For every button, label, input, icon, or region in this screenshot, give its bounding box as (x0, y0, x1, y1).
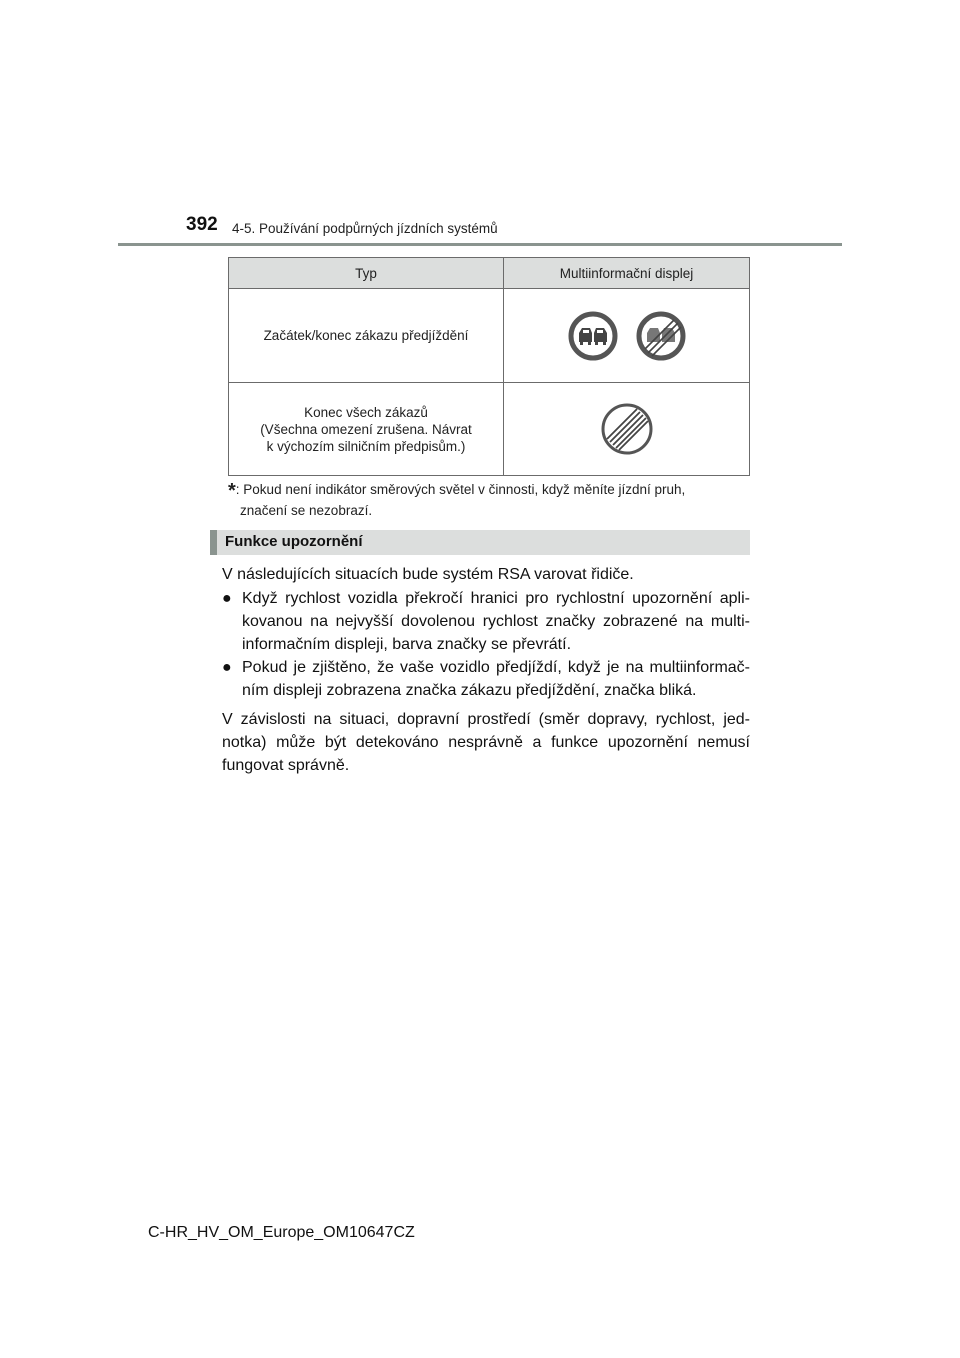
section-title: 4-5. Používání podpůrných jízdních systémů (232, 221, 498, 236)
footnote (228, 480, 750, 520)
table-row (229, 383, 750, 476)
bullet-icon: ● (222, 659, 232, 676)
column-header-display: Multiinformační displej (504, 258, 750, 289)
bullet-text: Když rychlost vozidla překročí hranici pro rychlostní upozornění apli-kovanou na nejvyšší dovolenou rychlost značky zobrazené na multi-informačním displeji, barva značky se převrátí. (242, 590, 750, 653)
type-cell (229, 383, 504, 476)
footnote-marker: * (228, 480, 236, 502)
end-no-overtaking-sign-icon (636, 311, 686, 361)
sign-table (228, 257, 750, 476)
display-cell (504, 383, 750, 476)
intro-paragraph: V následujících situacích bude systém RSA varovat řidiče. (222, 566, 634, 583)
display-cell (504, 289, 750, 383)
bullet-icon: ● (222, 590, 232, 607)
page-number: 392 (186, 214, 218, 235)
table-row (229, 289, 750, 383)
document-id: C-HR_HV_OM_Europe_OM10647CZ (148, 1224, 415, 1241)
type-line: k výchozím silničním předpisům.) (266, 438, 466, 454)
closing-paragraph: V závislosti na situaci, dopravní prostředí (směr dopravy, rychlost, jed-notka) může být detekováno nesprávně a funkce upozornění nemusí fungovat správně. (222, 711, 750, 774)
no-overtaking-sign-icon (568, 311, 618, 361)
list-item (222, 656, 750, 702)
end-all-restrictions-sign-icon (600, 402, 654, 456)
info-section-title: Funkce upozornění (225, 533, 363, 550)
list-item (222, 587, 750, 656)
footnote-line: značení se nezobrazí. (240, 503, 373, 518)
type-line: Konec všech zákazů (304, 404, 428, 420)
type-line: (Všechna omezení zrušena. Návrat (260, 421, 472, 437)
column-header-type: Typ (229, 258, 504, 289)
footnote-line: : Pokud není indikátor směrových světel v činnosti, když měníte jízdní pruh, (235, 482, 686, 497)
info-section-header (210, 530, 750, 555)
header-rule (118, 243, 842, 246)
bullet-text: Pokud je zjištěno, že vaše vozidlo předjíždí, když je na multiinformač-ním displeji zobrazena značka zákazu předjíždění, značka bliká. (242, 659, 750, 699)
table-header-row (229, 258, 750, 289)
type-cell: Začátek/konec zákazu předjíždění (229, 289, 504, 383)
